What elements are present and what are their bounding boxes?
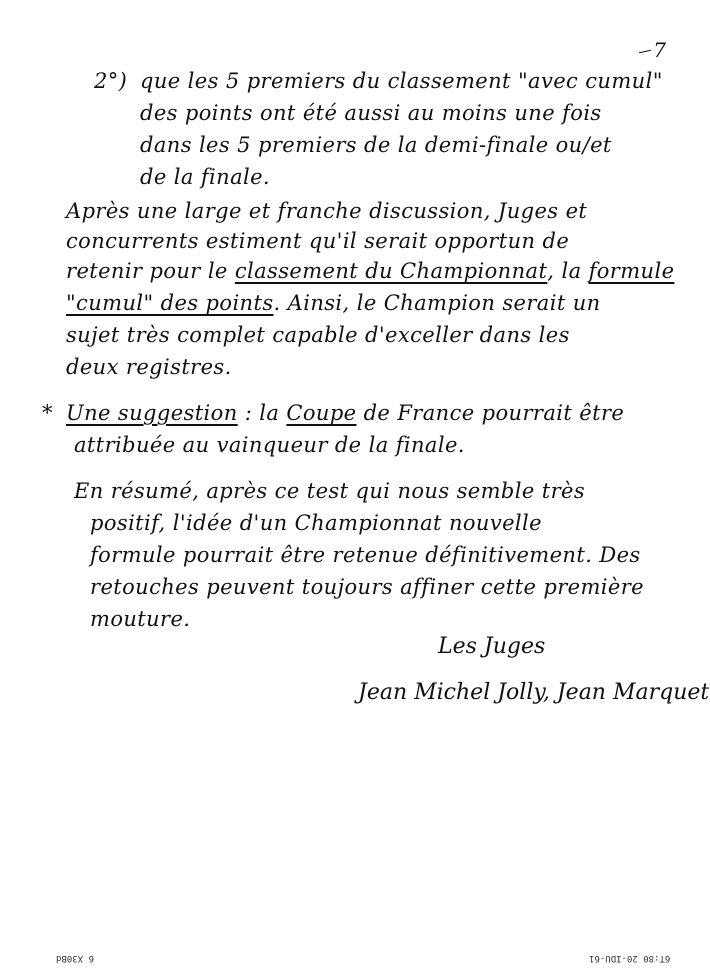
text-span: : la bbox=[237, 401, 287, 425]
paragraph-1-line: que les 5 premiers du classement "avec cumul" bbox=[140, 69, 663, 93]
paragraph-2-line: sujet très complet capable d'exceller dans les bbox=[66, 323, 570, 347]
underlined-text: Coupe bbox=[286, 401, 357, 425]
paragraph-3-marker: * bbox=[42, 401, 53, 425]
paragraph-4-line: En résumé, après ce test qui nous semble très bbox=[74, 479, 586, 503]
paragraph-4-line: formule pourrait être retenue définitivement. Des bbox=[90, 543, 641, 567]
underlined-text: classement du Championnat bbox=[234, 259, 548, 283]
text-span: retenir pour le bbox=[66, 259, 235, 283]
paragraph-2-line: Après une large et franche discussion, Juges et bbox=[66, 199, 588, 223]
page-number-dash bbox=[639, 50, 651, 53]
paragraph-2-line: deux registres. bbox=[66, 355, 232, 379]
signature-heading: Les Juges bbox=[438, 634, 546, 659]
underlined-text: "cumul" des points bbox=[66, 291, 274, 315]
paragraph-1-line: des points ont été aussi au moins une fois bbox=[140, 101, 602, 125]
paragraph-2-line bbox=[66, 258, 674, 284]
text-span: . Ainsi, le Champion serait un bbox=[273, 291, 601, 315]
paragraph-4-line: positif, l'idée d'un Championnat nouvelle bbox=[90, 511, 542, 535]
paragraph-3-line bbox=[66, 400, 624, 426]
paragraph-1-marker: 2°) bbox=[94, 69, 128, 93]
text-span: de France pourrait être bbox=[356, 401, 625, 425]
page-number: 7 bbox=[639, 38, 666, 62]
paragraph-2-line bbox=[66, 290, 601, 316]
underlined-text: formule bbox=[588, 259, 675, 283]
paragraph-4-line: retouches peuvent toujours affiner cette première bbox=[90, 575, 644, 599]
paragraph-2-line: concurrents estiment qu'il serait opportun de bbox=[66, 229, 570, 253]
fax-footer-right: 6T:80 20-IDU-61 bbox=[588, 953, 670, 963]
signature-names: Jean Michel Jolly, Jean Marquet bbox=[358, 680, 710, 705]
paragraph-3-line: attribuée au vainqueur de la finale. bbox=[74, 433, 465, 457]
paragraph-1-line: dans les 5 premiers de la demi-finale ou/et bbox=[140, 133, 612, 157]
fax-footer-left: 6 X30Bd bbox=[56, 953, 94, 963]
paragraph-4-line: mouture. bbox=[90, 607, 191, 631]
underlined-text: Une suggestion bbox=[66, 401, 238, 425]
paragraph-1-line: de la finale. bbox=[140, 165, 271, 189]
text-span: , la bbox=[547, 259, 589, 283]
